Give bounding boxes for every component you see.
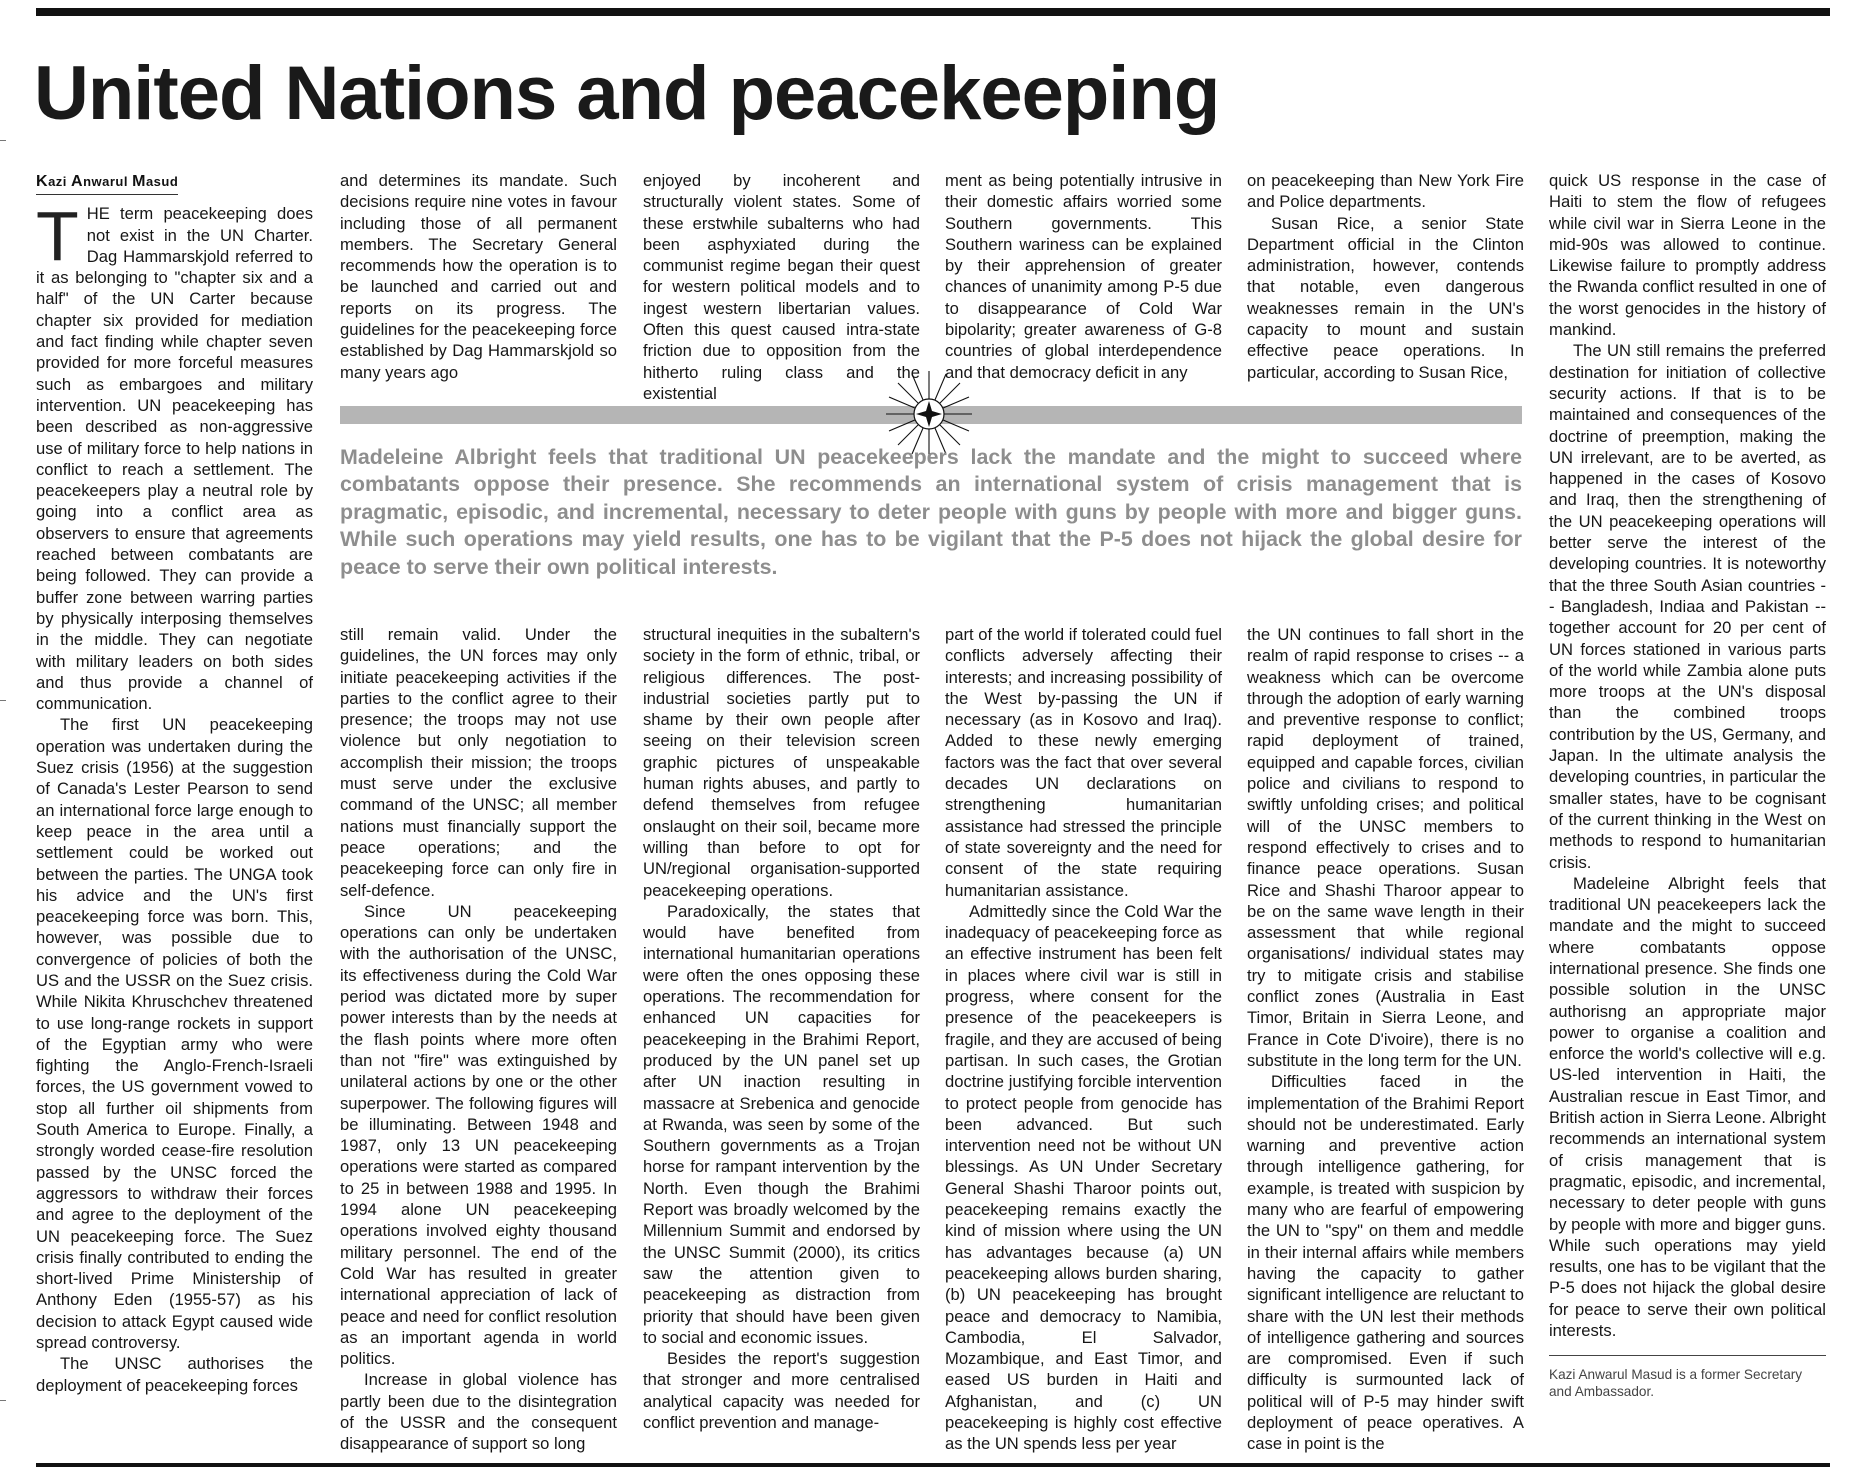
top-rule xyxy=(36,8,1830,16)
author-footnote: Kazi Anwarul Masud is a former Secretary and Ambassador. xyxy=(1549,1367,1803,1400)
pullquote: Madeleine Albright feels that traditional UN peacekeepers lack the mandate and the might to succeed where combatants oppose their presence. She recommends an international system of crisis management that is pragmatic, episodic, and incremental, necessary to deter people with guns by people with more and bigger guns. While such operations may yield results, one has to be vigilant that the P-5 does not hijack the global desire for peace to serve their own political interests. xyxy=(340,445,1522,579)
drop-cap: T xyxy=(36,197,79,276)
paragraph: Admittedly since the Cold War the inadequacy of peacekeeping force as an effective instrument has been felt in places where civil war is still in progress, where consent for the presence of the peacekeepers is fragile, and they are accused of being partisan. In such cases, the Grotian doctrine justifying forcible intervention to protect people from genocide has been advanced. But such intervention need not be without UN blessings. As UN Under Secretary General Shashi Tharoor points out, peacekeeping remains exactly the kind of mission where using the UN has advantages because (a) UN peacekeeping allows burden sharing, (b) UN peacekeeping has brought peace and democracy to Namibia, Cambodia, El Salvador, Mozambique, and East Timor, and eased US burden in Haiti and Afghanistan, and (c) UN peacekeeping is highly cost effective as the UN spends less per year xyxy=(945,901,1222,1454)
paragraph: The UNSC authorises the deployment of peacekeeping forces xyxy=(36,1354,313,1395)
paragraph: Since UN peacekeeping operations can only be undertaken with the authorisation of the UNSC, its effectiveness during the Cold War period was dictated more by super power interests than by the needs at the flash points where more often than not "fire" was extinguished by unilateral actions by one or the other superpower. The following figures will be illuminating. Between 1948 and 1987, only 13 UN peacekeeping operations were started as compared to 25 in between 1988 and 1995. In 1994 alone UN peacekeeping operations involved eighty thousand military personnel. The end of the Cold War has resulted in greater international appreciation of lack of peace and need for conflict resolution as an important agenda in world politics. xyxy=(340,901,617,1369)
paragraph: still remain valid. Under the guidelines, the UN forces may only initiate peacekeeping activities if the parties to the conflict agree to their presence; the troops may not use violence but only negotiation to accomplish their mission; the troops must serve under the exclusive command of the UNSC; all member nations must financially support the peace operations; and the peacekeeping force can only fire in self-defence. xyxy=(340,625,617,900)
column-1 xyxy=(36,170,313,1396)
margin-mark xyxy=(0,140,6,141)
column-4-top xyxy=(945,170,1222,383)
headline: United Nations and peacekeeping xyxy=(34,51,1220,136)
column-2-bottom xyxy=(340,624,617,1455)
paragraph: Besides the report's suggestion that stronger and more centralised analytical capacity was needed for conflict prevention and manage- xyxy=(643,1349,920,1432)
column-4-bottom xyxy=(945,624,1222,1455)
footnote-divider xyxy=(1549,1355,1826,1356)
paragraph: The first UN peacekeeping operation was undertaken during the Suez crisis (1956) at the suggestion of Canada's Lester Pearson to send an international force large enough to keep peace in the area until a settlement could be worked out between the parties. The UNGA took his advice and the UN's first peacekeeping force was born. This, however, was possible due to convergence of policies of both the US and the USSR on the Suez crisis. While Nikita Khruschchev threatened to use long-range rockets in support of the Egyptian army who were fighting the Anglo-French-Israeli forces, the US government vowed to stop all further oil shipments from South America to Europe. Finally, a strongly worded cease-fire resolution passed by the UNSC forced the aggressors to withdraw their forces and agree to the deployment of the UN peacekeeping force. The Suez crisis finally contributed to ending the short-lived Prime Ministership of Anthony Eden (1955-57) as his decision to attack Egypt caused wide spread controversy. xyxy=(36,715,313,1353)
column-5-top xyxy=(1247,170,1524,383)
paragraph: Madeleine Albright feels that traditional UN peacekeepers lack the mandate and the might to succeed where combatants oppose international presence. She finds one possible solution in the UNSC authorisng an appropriate major power to organise a coalition and enforce the world's collective will e.g. US-led intervention in Haiti, the Australian rescue in East Timor, and British action in Sierra Leone. Albright recommends an international system of crisis management that is pragmatic, episodic, and incremental, necessary to deter people with guns by people with more and bigger guns. While such operations may yield results, one has to be vigilant that the P-5 does not hijack the global desire for peace to serve their own political interests. xyxy=(1549,873,1826,1341)
paragraph: the UN continues to fall short in the realm of rapid response to crises -- a weakness which can be overcome through the adoption of early warning and preventive response to conflict; rapid deployment of trained, equipped and capable forces, civilian police and civilians to respond to swiftly unfolding crises; and political will of the UNSC members to respond effectively to crises and to finance peace operations. Susan Rice and Shashi Tharoor appear to be on the same wave length in their assessment that while regional organisations/ individual states may try to mitigate crisis and stabilise conflict zones (Australia in East Timor, Britain in Sierra Leone, and France in Cote D'ivoire), there is no substitute in the long term for the UN. xyxy=(1247,625,1524,1070)
paragraph: enjoyed by incoherent and structurally violent states. Some of these erstwhile subalterns who had been asphyxiated during the communist regime began their quest for western political models and to ingest western libertarian values. Often this quest caused intra-state friction due to opposition from the hitherto ruling class and the existential xyxy=(643,171,920,403)
paragraph: part of the world if tolerated could fuel conflicts adversely affecting their interests; and increasing possibility of the West by-passing the UN if necessary (as in Kosovo and Iraq). Added to these newly emerging factors was the fact that over several decades UN declarations on strengthening humanitarian assistance had stressed the principle of state sovereignty and the need for consent of the state requiring humanitarian assistance. xyxy=(945,625,1222,900)
paragraph: structural inequities in the subaltern's society in the form of ethnic, tribal, or religious differences. The post-industrial societies partly put to shame by their own people after seeing on their television screen graphic pictures of unspeakable human rights abuses, and partly to defend themselves from refugee onslaught on their soil, became more willing than before to opt for UN/regional organisation-supported peacekeeping operations. xyxy=(643,625,920,900)
column-2-top xyxy=(340,170,617,383)
byline: Kazi Anwarul Masud xyxy=(36,171,178,195)
margin-mark xyxy=(0,700,6,701)
paragraph: Increase in global violence has partly been due to the disintegration of the USSR and the consequent disappearance of support so long xyxy=(340,1370,617,1454)
paragraph: quick US response in the case of Haiti to stem the flow of refugees while civil war in Sierra Leone in the mid-90s was allowed to continue. Likewise failure to promptly address the Rwanda conflict resulted in one of the worst genocides in the history of mankind. xyxy=(1549,171,1826,340)
paragraph: and determines its mandate. Such decisions require nine votes in favour including those of all permanent members. The Secretary General recommends how the operation is to be launched and carried out and reports on its progress. The guidelines for the peacekeeping force established by Dag Hammarskjold so many years ago xyxy=(340,171,617,382)
paragraph: Susan Rice, a senior State Department official in the Clinton administration, however, contends that notable, even dangerous weaknesses remain in the UN's capacity to mount and sustain effective peace operations. In particular, according to Susan Rice, xyxy=(1247,213,1524,382)
paragraph: on peacekeeping than New York Fire and Police departments. xyxy=(1247,171,1524,212)
paragraph: THE term peacekeeping does not exist in the UN Charter. Dag Hammarskjold referred to it as belonging to "chapter six and a half" of the UN Carter because chapter six provided for mediation and fact finding while chapter seven provided for more forceful measures such as embargoes and military intervention. UN peacekeeping has been described as non-aggressive use of military force to help nations in conflict to reach a settlement. The peacekeepers play a neutral role by going into a conflict area as observers to ensure that agreements reached between combatants are being followed. They can provide a buffer zone between warring parties by physically interposing themselves in the middle. They can negotiate with military leaders on both sides and thus provide a channel of communication. xyxy=(36,197,313,714)
column-6 xyxy=(1549,170,1826,1400)
paragraph: Difficulties faced in the implementation of the Brahimi Report should not be underestimated. Early warning and preventive action through intelligence gathering, for example, is treated with suspicion by many who are fearful of empowering the UN to "spy" on them and meddle in their internal affairs while members having the capacity to gather significant intelligence are reluctant to share with the UN lest their methods of intelligence gathering and sources are compromised. Even if such difficulty is surmounted lack of political will of P-5 may hinder swift deployment of peace operatives. A case in point is the xyxy=(1247,1072,1524,1454)
paragraph: Paradoxically, the states that would have benefited from international humanitarian operations were often the ones opposing these operations. The recommendation for enhanced UN capacities for peacekeeping in the Brahimi Report, produced by the UN panel set up after UN inaction resulting in massacre at Srebenica and genocide at Rwanda, was seen by some of the Southern governments as a Trojan horse for rampant intervention by the North. Even though the Brahimi Report was broadly welcomed by the Millennium Summit and endorsed by the UNSC Summit (2000), its critics saw the attention given to peacekeeping as distraction from priority that should have been given to social and economic issues. xyxy=(643,901,920,1347)
column-3-bottom xyxy=(643,624,920,1433)
column-5-bottom xyxy=(1247,624,1524,1455)
paragraph: ment as being potentially intrusive in their domestic affairs worried some Southern governments. This Southern wariness can be explained by their apprehension of greater chances of unanimity among P-5 due to disappearance of Cold War bipolarity; greater awareness of G-8 countries of global interdependence and that democracy deficit in any xyxy=(945,171,1222,382)
column-3-top xyxy=(643,170,920,404)
paragraph: The UN still remains the preferred destination for initiation of collective security actions. If that is to be maintained and consequences of the doctrine of preemption, making the UN irrelevant, are to be averted, as happened in the cases of Kosovo and Iraq, then the strengthening of the UN peacekeeping operations will better serve the interest of the developing countries. It is noteworthy that the three South Asian countries -- Bangladesh, Indiaa and Pakistan -- together account for 20 per cent of UN forces stationed in various parts of the world while Zambia alone puts more troops at the UN's disposal than the combined troops contribution by the US, Germany, and Japan. In the ultimate analysis the developing countries, in particular the smaller states, have to be cognisant of the current thinking in the West on methods to respond to humanitarian crisis. xyxy=(1549,341,1826,872)
margin-mark xyxy=(0,1400,6,1401)
bottom-rule xyxy=(36,1463,1830,1467)
